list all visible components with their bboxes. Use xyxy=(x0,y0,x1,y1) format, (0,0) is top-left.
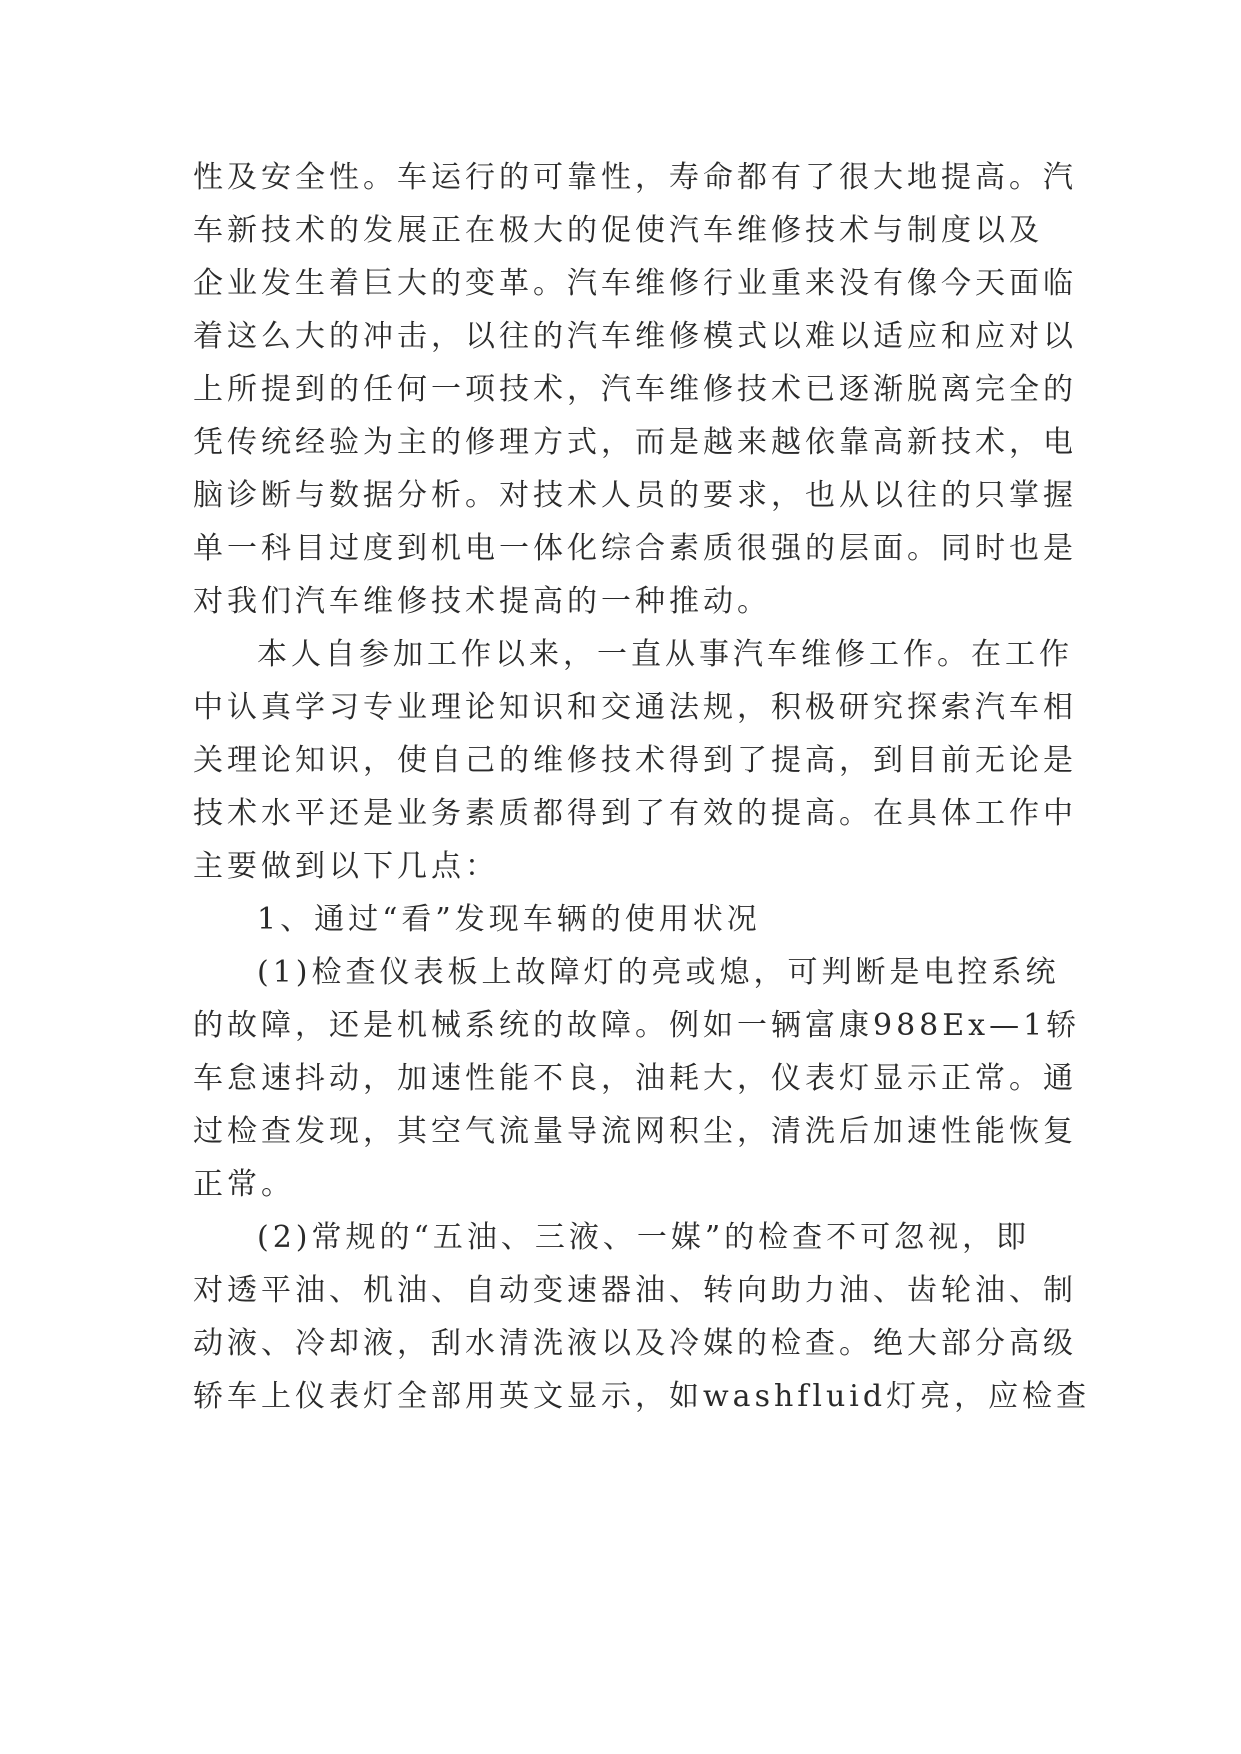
text-line: 关理论知识，使自己的维修技术得到了提高，到目前无论是 xyxy=(193,743,1077,778)
paragraph-first-line: 本人自参加工作以来，一直从事汽车维修工作。在工作 xyxy=(257,637,1073,672)
text-line: 单一科目过度到机电一体化综合素质很强的层面。同时也是 xyxy=(193,531,1077,566)
text-line: 车怠速抖动，加速性能不良，油耗大，仪表灯显示正常。通 xyxy=(193,1061,1077,1096)
text-line: 对透平油、机油、自动变速器油、转向助力油、齿轮油、制 xyxy=(193,1273,1077,1308)
text-line: 正常。 xyxy=(193,1167,295,1202)
paragraph-first-line: (1)检查仪表板上故障灯的亮或熄，可判断是电控系统 xyxy=(257,955,1060,990)
text-line: 对我们汽车维修技术提高的一种推动。 xyxy=(193,584,771,619)
text-line: 企业发生着巨大的变革。汽车维修行业重来没有像今天面临 xyxy=(193,266,1077,301)
text-line: 主要做到以下几点： xyxy=(193,849,499,884)
text-line: 中认真学习专业理论知识和交通法规，积极研究探索汽车相 xyxy=(193,690,1077,725)
text-line: 上所提到的任何一项技术，汽车维修技术已逐渐脱离完全的 xyxy=(193,372,1077,407)
text-line: 的故障，还是机械系统的故障。例如一辆富康988Ex—1轿 xyxy=(193,1008,1081,1043)
text-line: 轿车上仪表灯全部用英文显示，如washfluid灯亮，应检查 xyxy=(193,1379,1091,1414)
text-line: 技术水平还是业务素质都得到了有效的提高。在具体工作中 xyxy=(193,796,1077,831)
section-heading: 1、通过“看”发现车辆的使用状况 xyxy=(257,902,761,937)
paragraph-first-line: (2)常规的“五油、三液、一媒”的检查不可忽视，即 xyxy=(257,1220,1031,1255)
text-line: 性及安全性。车运行的可靠性，寿命都有了很大地提高。汽 xyxy=(193,160,1077,195)
text-line: 车新技术的发展正在极大的促使汽车维修技术与制度以及 xyxy=(193,213,1043,248)
text-line: 脑诊断与数据分析。对技术人员的要求，也从以往的只掌握 xyxy=(193,478,1077,513)
text-line: 过检查发现，其空气流量导流网积尘，清洗后加速性能恢复 xyxy=(193,1114,1077,1149)
text-line: 动液、冷却液，刮水清洗液以及冷媒的检查。绝大部分高级 xyxy=(193,1326,1077,1361)
text-line: 凭传统经验为主的修理方式，而是越来越依靠高新技术，电 xyxy=(193,425,1077,460)
text-line: 着这么大的冲击，以往的汽车维修模式以难以适应和应对以 xyxy=(193,319,1077,354)
